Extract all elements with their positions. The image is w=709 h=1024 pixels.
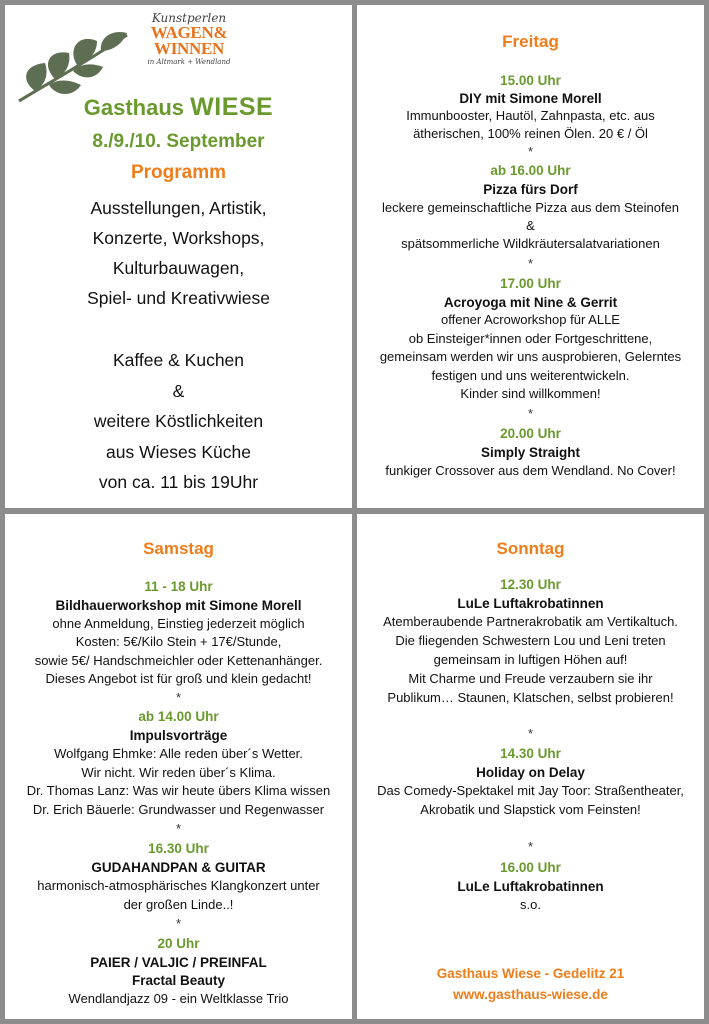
day-heading-friday: Freitag (502, 32, 559, 51)
separator: * (175, 690, 182, 705)
cafe-line: Kaffee & Kuchen (112, 350, 245, 370)
event-desc: s.o. (520, 897, 541, 912)
cafe-line: von ca. 11 bis 19Uhr (98, 472, 259, 492)
event-desc: Publikum… Staunen, Klatschen, selbst probieren! (387, 690, 674, 705)
event-desc: Dr. Erich Bäuerle: Grundwasser und Regenwasser (32, 802, 325, 817)
event-desc: & (526, 218, 535, 233)
logo-line3: in Altmark + Wendland (147, 58, 231, 66)
event-title: PAIER / VALJIC / PREINFAL (90, 955, 267, 970)
event-desc: offener Acroworkshop für ALLE (441, 312, 620, 327)
event-time: 17.00 Uhr (500, 276, 561, 291)
venue-name: WIESE (190, 93, 274, 121)
program-line: Spiel- und Kreativwiese (87, 288, 270, 308)
event-time: 16.30 Uhr (148, 841, 209, 856)
event-desc: der großen Linde..! (123, 897, 234, 912)
event-desc: sowie 5€/ Handschmeichler oder Kettenanhänger. (34, 653, 323, 668)
event-desc: Wir nicht. Wir reden über´s Klima. (81, 765, 276, 780)
event-desc: spätsommerliche Wildkräutersalatvariationen (401, 236, 660, 251)
friday-panel (357, 5, 704, 508)
logo-line2a: WAGEN& (150, 23, 228, 42)
event-title: Acroyoga mit Nine & Gerrit (443, 295, 618, 310)
event-desc: Wolfgang Ehmke: Alle reden über´s Wetter. (54, 746, 303, 761)
program-line: Ausstellungen, Artistik, (90, 198, 267, 218)
venue-prefix: Gasthaus (83, 95, 185, 120)
event-time: ab 14.00 Uhr (138, 709, 219, 724)
saturday-panel (5, 514, 352, 1019)
event-desc: Mit Charme und Freude verzaubern sie ihr (408, 671, 653, 686)
cafe-line: & (172, 380, 185, 401)
logo (139, 11, 239, 73)
program-line: Konzerte, Workshops, (92, 228, 265, 248)
event-desc: funkiger Crossover aus dem Wendland. No Cover! (385, 463, 676, 478)
event-desc: Akrobatik und Slapstick vom Feinsten! (420, 802, 641, 817)
event-title: Pizza fürs Dorf (483, 182, 578, 197)
festival-dates: 8./9./10. September (92, 131, 265, 152)
event-subtitle: Fractal Beauty (131, 973, 226, 988)
separator: * (175, 821, 182, 836)
event-desc: Immunbooster, Hautöl, Zahnpasta, etc. aus (406, 108, 655, 123)
event-desc: Kinder sind willkommen! (460, 386, 601, 401)
event-title: Impulsvorträge (129, 728, 228, 743)
event-time: ab 16.00 Uhr (490, 163, 571, 178)
event-title: Bildhauerworkshop mit Simone Morell (55, 598, 302, 613)
event-desc: Das Comedy-Spektakel mit Jay Toor: Straßentheater, (377, 783, 684, 798)
event-desc: ob Einsteiger*innen oder Fortgeschrittene, (408, 331, 653, 346)
cafe-line: aus Wieses Küche (106, 441, 251, 462)
separator: * (527, 406, 534, 421)
program-list (5, 193, 352, 313)
program-line: Kulturbauwagen, (112, 258, 245, 278)
separator: * (527, 256, 534, 271)
program-heading: Programm (130, 162, 227, 183)
event-desc: leckere gemeinschaftliche Pizza aus dem Steinofen (382, 200, 679, 215)
day-heading-saturday: Samstag (143, 539, 214, 558)
event-desc: Dr. Thomas Lanz: Was wir heute übers Klima wissen (26, 783, 331, 798)
day-heading-sunday: Sonntag (496, 539, 565, 558)
event-desc: Kosten: 5€/Kilo Stein + 17€/Stunde, (75, 634, 282, 649)
footer-website[interactable]: www.gasthaus-wiese.de (453, 987, 608, 1002)
sunday-panel (357, 514, 704, 1019)
event-desc: Wendlandjazz 09 - ein Weltklasse Trio (68, 991, 289, 1006)
event-time: 16.00 Uhr (500, 860, 561, 875)
event-desc: ohne Anmeldung, Einstieg jederzeit möglich (52, 616, 305, 631)
separator: * (527, 839, 534, 854)
venue-title (5, 93, 352, 122)
footer-address: Gasthaus Wiese - Gedelitz 21 (436, 966, 625, 981)
logo-line1: Kunstperlen (151, 11, 227, 25)
intro-panel (5, 5, 352, 508)
event-desc: Dieses Angebot ist für groß und klein gedacht! (45, 671, 312, 686)
event-title: Holiday on Delay (476, 765, 585, 780)
event-title: LuLe Luftakrobatinnen (457, 879, 604, 894)
event-time: 20.00 Uhr (500, 426, 561, 441)
separator: * (527, 726, 534, 741)
cafe-info (5, 345, 352, 498)
event-desc: harmonisch-atmosphärisches Klangkonzert unter (37, 878, 320, 893)
event-time: 12.30 Uhr (500, 577, 561, 592)
event-desc: Atemberaubende Partnerakrobatik am Vertikaltuch. (383, 614, 678, 629)
event-desc: festigen und uns weiterentwickeln. (431, 368, 630, 383)
logo-line2b: WINNEN (154, 39, 224, 58)
cafe-line: weitere Köstlichkeiten (93, 411, 264, 431)
event-desc: gemeinsam in luftigen Höhen auf! (433, 652, 628, 667)
event-title: GUDAHANDPAN & GUITAR (91, 860, 266, 875)
event-time: 15.00 Uhr (500, 73, 561, 88)
event-time: 11 - 18 Uhr (144, 579, 213, 594)
separator: * (527, 144, 534, 159)
event-time: 20 Uhr (157, 936, 200, 951)
event-time: 14.30 Uhr (500, 746, 561, 761)
event-title: DIY mit Simone Morell (459, 91, 602, 106)
event-desc: Die fliegenden Schwestern Lou und Leni treten (395, 633, 666, 648)
event-title: Simply Straight (480, 445, 580, 460)
event-desc: ätherischen, 100% reinen Ölen. 20 € / Öl (413, 126, 648, 141)
event-desc: gemeinsam werden wir uns ausprobieren, Gelerntes (379, 349, 682, 364)
event-title: LuLe Luftakrobatinnen (457, 596, 604, 611)
separator: * (175, 916, 182, 931)
